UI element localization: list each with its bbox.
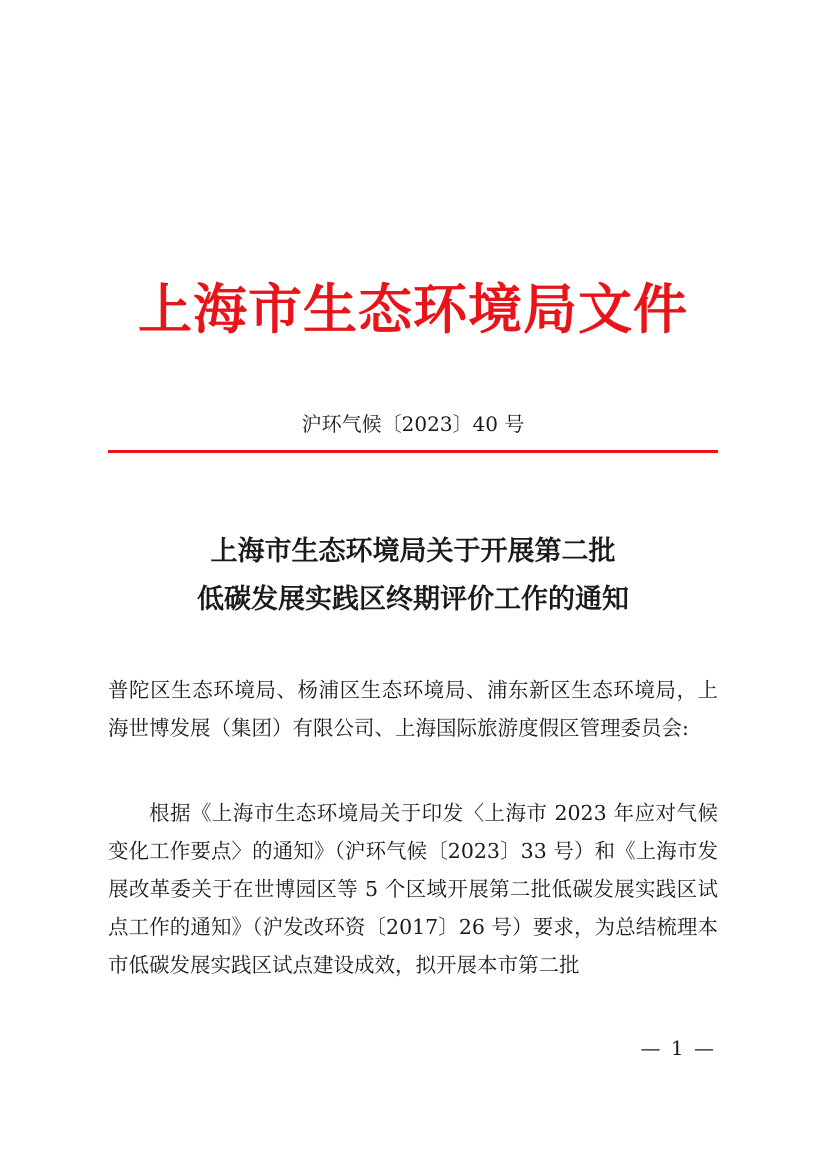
notice-title-line-2: 低碳发展实践区终期评价工作的通知 (197, 584, 629, 615)
body-paragraph: 根据《上海市生态环境局关于印发〈上海市 2023 年应对气候变化工作要点〉的通知》（沪环气候〔2023〕33 号）和《上海市发展改革委关于在世博园区等 5 个区域开展第二批低碳发展实践区试点工作的通知》（沪发改环资〔2017〕26 号）要求，为总结梳理本市低碳发展实践区试点建设成效，拟开展本市第二批 (108, 801, 718, 977)
notice-title (0, 528, 826, 624)
document-number: 沪环气候〔2023〕40 号 (301, 412, 525, 436)
red-divider-line (108, 450, 718, 453)
issuing-organization-title: 上海市生态环境局文件 (138, 278, 688, 341)
notice-title-line-1: 上海市生态环境局关于开展第二批 (210, 536, 616, 567)
recipients-paragraph: 普陀区生态环境局、杨浦区生态环境局、浦东新区生态环境局，上海世博发展（集团）有限公司、上海国际旅游度假区管理委员会: (108, 678, 718, 740)
page-number: — 1 — (640, 1036, 716, 1060)
